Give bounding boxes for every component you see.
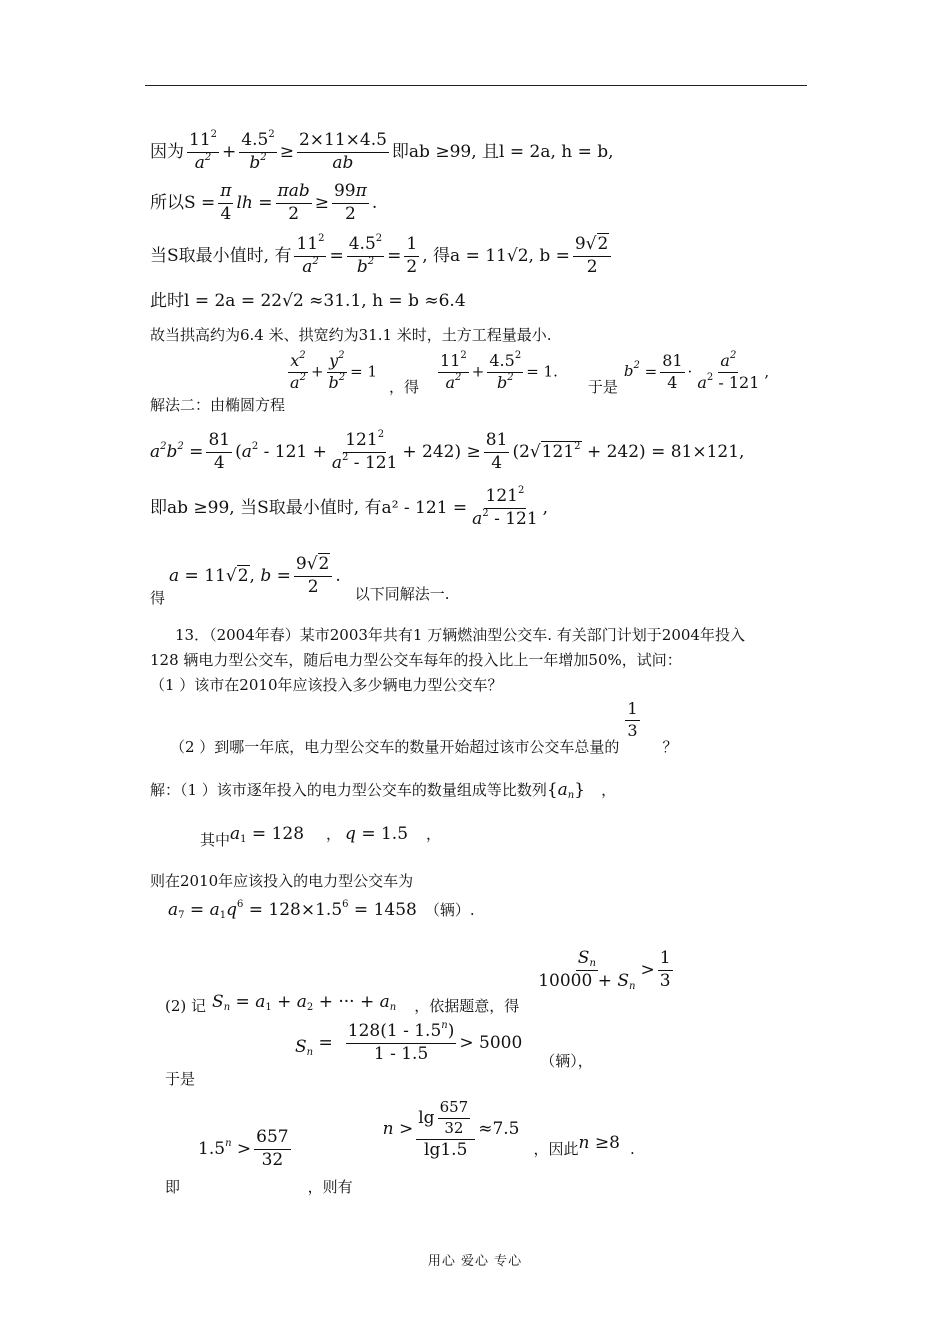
eq-line-7: $a^2b^2$ = $\frac{81}{4}$ ($a^2 - 121$ + $\frac{121^2}{a^2 - 121}$ + 242) ≥ $\frac{81}{4}$ $(2√121^2 + 242) = 81\times 121$, [150,429,745,473]
text: （2 ）到哪一年底，电力型公交车的数量开始超过该市公交车总量的 [170,738,620,757]
text: (2) 记 [165,996,207,1015]
text: 其中 [200,831,231,849]
text: （辆）， [540,1051,593,1070]
text: ， [601,781,617,799]
text: 得 [150,588,166,607]
text: 于是 [165,1069,196,1088]
text: 于是 [587,378,618,397]
text: 解：（1 ）该市逐年投入的电力型公交车的数量组成等比数列 [150,781,547,799]
text: 即ab ≥99, 且l = 2a, h = b, [391,141,614,162]
method-two-line: 解法二：由椭圆方程 $\frac{x^2}{a^2}$ + $\frac{y^2}{b^2}$ = 1，得 $\frac{11^2}{a^2}$ + $\frac{4.5^2}{b^2}$ = 1.于是$b^2$ = $\frac{81}{4}$ · $\frac{a^2}{a^2 - 121}$ , [150,350,770,415]
eq-line-2: 所以S = $\frac{\pi}{4}$ lh = $\frac{\text{πab}}{2}$ ≥ $\frac{99\pi}{2}$ . [150,181,378,224]
problem-13-line-1: 13．（2004年春）某市2003年共有1 万辆燃油型公交车. 有关部门计划于2004年投入 [175,626,745,644]
text: 以下同解法一. [354,584,450,603]
problem-13-line-2: 128 辆电力型公交车，随后电力型公交车每年的投入比上一年增加50%，试问： [150,651,682,669]
text: 即ab ≥99, 当S取最小值时, 有a² - 121 = [150,497,468,518]
text: ？ [662,738,678,757]
eq-line-4: 此时l = 2a = 22√2 ≈31.1, h = b ≈6.4 [150,291,466,311]
eq-line-8: 即ab ≥99, 当S取最小值时, 有a² - 121 = $\frac{121^2}{a^2 - 121}$ , [150,485,549,529]
text: , 得a = 11√2, b = [422,245,570,266]
text: ，依据题意，得 [414,996,520,1015]
solution-6: 于是$S_n$ = $\frac{128(1 - 1.5^n)}{1 - 1.5}$ > 5000（辆）， [165,1020,593,1088]
solution-2: 其中$a_1 = 128$ ， q = 1.5 ， [200,824,442,849]
solution-1: 解：（1 ）该市逐年投入的电力型公交车的数量组成等比数列$\{a_n\}$ ， [150,780,617,801]
solution-4: $a_7 = a_1q^6 = 128\times 1.5^6 = 1458$ （辆）. [168,899,475,921]
header-rule [145,85,807,86]
text: 解法二：由椭圆方程 [150,396,286,415]
eq-line-1: 因为 $\frac{11^2}{a^2}$ + $\frac{4.5^2}{b^2}$ ≥ $\frac{2\times 11\times 4.5}{ab}$ 即ab ≥99, 且l = 2a, h = b, [150,129,614,173]
solution-3: 则在2010年应该投入的电力型公交车为 [150,872,414,890]
question-1: （1 ）该市在2010年应该投入多少辆电力型公交车？ [150,676,503,694]
text: ，得 [389,378,420,397]
solution-5: (2) 记 $S_n = a_1 + a_2$ + ··· + $a_n$ ，依据题意，得 $\frac{S_n}{10000 + S_n}$ > $\frac{1}{3}$ [165,948,671,1015]
solution-7: 即$1.5^n$ > $\frac{657}{32}$ ，则有n > lg $\frac{657}{32}$ lg1.5 ≈7.5，因此n ≥8 . [165,1098,635,1197]
question-2: （2 ）到哪一年底，电力型公交车的数量开始超过该市公交车总量的 $\frac{1}{3}$ ？ [170,699,678,757]
text: 因为 [150,141,184,162]
text: 所以S = [150,192,216,213]
text: ，因此 [533,1140,579,1159]
conclusion-text: 故当拱高约为6.4 米、拱宽约为31.1 米时，土方工程量最小. [150,326,552,344]
eq-line-3: 当S取最小值时, 有 $\frac{11^2}{a^2}$ = $\frac{4.5^2}{b^2}$ = $\frac{1}{2}$ , 得a = 11√2, b = $\frac{9√2}{2}$ [150,236,614,277]
text: . [629,1140,635,1159]
text: （辆）. [424,901,475,919]
text: 即 [165,1178,181,1197]
page-footer: 用心 爱心 专心 [427,1254,523,1269]
eq-line-9: 得a = 11√2, b = $\frac{9√2}{2}$ .以下同解法一. [150,554,450,607]
text: ，则有 [307,1178,353,1197]
text: 当S取最小值时, 有 [150,245,292,266]
